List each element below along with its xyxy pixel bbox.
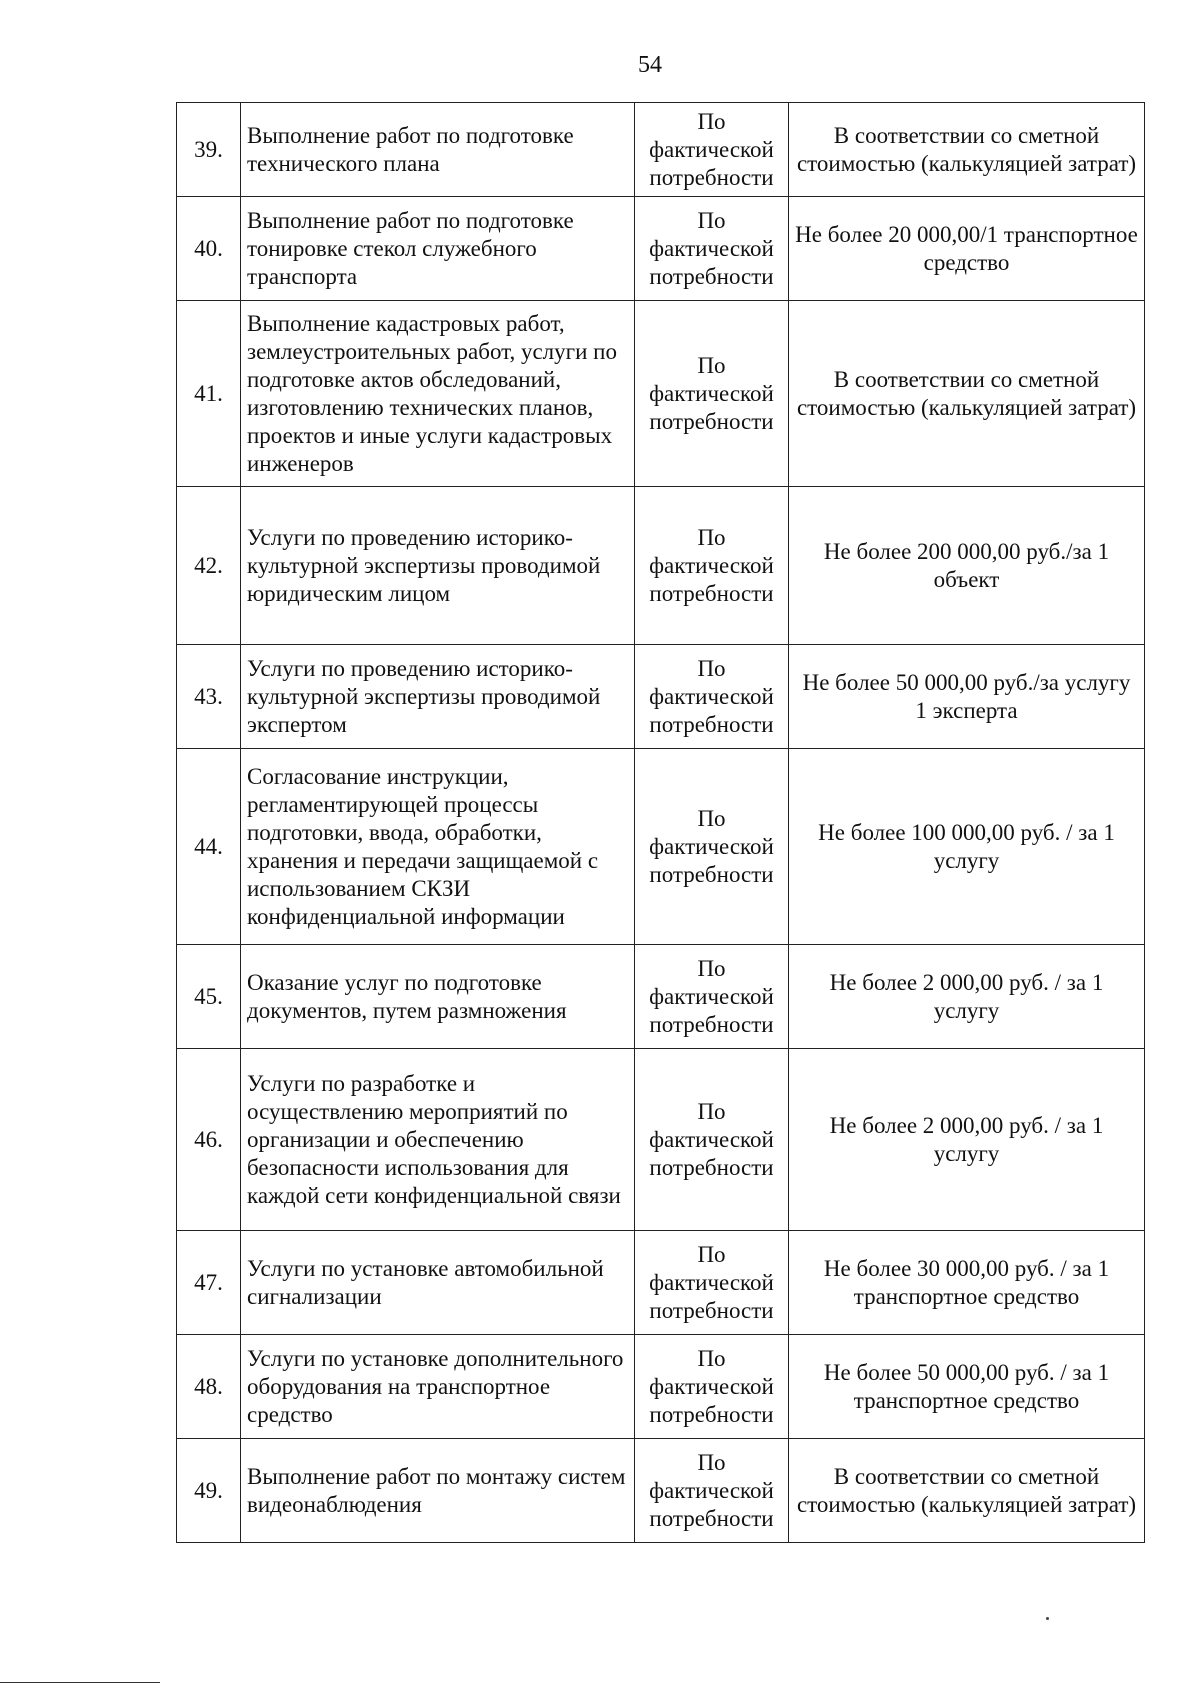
table-row	[177, 197, 1145, 301]
row-number: 41.	[177, 301, 241, 487]
price-limit: Не более 2 000,00 руб. / за 1 услугу	[789, 945, 1145, 1049]
price-limit: Не более 50 000,00 руб./за услугу 1 эксперта	[789, 645, 1145, 749]
service-name: Услуги по установке дополнительного оборудования на транспортное средство	[241, 1335, 635, 1439]
quantity-cell: По фактической потребности	[635, 749, 789, 945]
price-limit: В соответствии со сметной стоимостью (калькуляцией затрат)	[789, 1439, 1145, 1543]
service-name: Услуги по разработке и осуществлению мероприятий по организации и обеспечению безопасности использования для каждой сети конфиденциальной связи	[241, 1049, 635, 1231]
row-number: 42.	[177, 487, 241, 645]
row-number: 39.	[177, 103, 241, 197]
price-limit: Не более 20 000,00/1 транспортное средство	[789, 197, 1145, 301]
price-limit: Не более 100 000,00 руб. / за 1 услугу	[789, 749, 1145, 945]
service-name: Выполнение работ по подготовке тонировке стекол служебного транспорта	[241, 197, 635, 301]
quantity-cell: По фактической потребности	[635, 301, 789, 487]
table-row	[177, 487, 1145, 645]
row-number: 40.	[177, 197, 241, 301]
quantity-cell: По фактической потребности	[635, 1335, 789, 1439]
quantity-cell: По фактической потребности	[635, 1049, 789, 1231]
row-number: 43.	[177, 645, 241, 749]
row-number: 47.	[177, 1231, 241, 1335]
service-name: Услуги по проведению историко-культурной экспертизы проводимой юридическим лицом	[241, 487, 635, 645]
quantity-cell: По фактической потребности	[635, 1231, 789, 1335]
service-name: Оказание услуг по подготовке документов, путем размножения	[241, 945, 635, 1049]
row-number: 45.	[177, 945, 241, 1049]
table-row	[177, 1335, 1145, 1439]
row-number: 46.	[177, 1049, 241, 1231]
table-row	[177, 301, 1145, 487]
service-name: Услуги по установке автомобильной сигнализации	[241, 1231, 635, 1335]
footnote-rule	[0, 1682, 160, 1683]
price-limit: В соответствии со сметной стоимостью (калькуляцией затрат)	[789, 103, 1145, 197]
table-row	[177, 1049, 1145, 1231]
service-name: Услуги по проведению историко-культурной экспертизы проводимой экспертом	[241, 645, 635, 749]
row-number: 48.	[177, 1335, 241, 1439]
table-row	[177, 1231, 1145, 1335]
price-limit: Не более 50 000,00 руб. / за 1 транспортное средство	[789, 1335, 1145, 1439]
price-limit: Не более 2 000,00 руб. / за 1 услугу	[789, 1049, 1145, 1231]
quantity-cell: По фактической потребности	[635, 103, 789, 197]
table-row	[177, 103, 1145, 197]
price-limit: Не более 200 000,00 руб./за 1 объект	[789, 487, 1145, 645]
quantity-cell: По фактической потребности	[635, 945, 789, 1049]
table-row	[177, 1439, 1145, 1543]
quantity-cell: По фактической потребности	[635, 197, 789, 301]
quantity-cell: По фактической потребности	[635, 1439, 789, 1543]
quantity-cell: По фактической потребности	[635, 487, 789, 645]
price-limit: В соответствии со сметной стоимостью (калькуляцией затрат)	[789, 301, 1145, 487]
quantity-cell: По фактической потребности	[635, 645, 789, 749]
service-name: Выполнение кадастровых работ, землеустроительных работ, услуги по подготовке актов обследований, изготовлению технических планов, проектов и иные услуги кадастровых инженеров	[241, 301, 635, 487]
page-number: 54	[638, 52, 662, 78]
service-name: Выполнение работ по монтажу систем видеонаблюдения	[241, 1439, 635, 1543]
table-row	[177, 645, 1145, 749]
scan-speck	[1046, 1617, 1049, 1620]
price-limit: Не более 30 000,00 руб. / за 1 транспортное средство	[789, 1231, 1145, 1335]
table-row	[177, 749, 1145, 945]
row-number: 44.	[177, 749, 241, 945]
row-number: 49.	[177, 1439, 241, 1543]
service-name: Выполнение работ по подготовке технического плана	[241, 103, 635, 197]
table-row	[177, 945, 1145, 1049]
norms-table	[176, 102, 1145, 1543]
service-name: Согласование инструкции, регламентирующей процессы подготовки, ввода, обработки, хранения и передачи защищаемой с использованием СКЗИ конфиденциальной информации	[241, 749, 635, 945]
